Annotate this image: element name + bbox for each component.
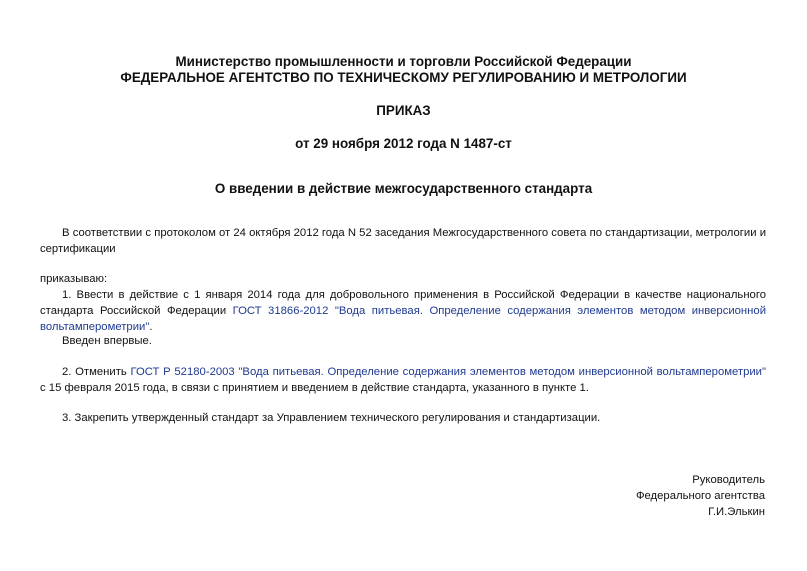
item-3-paragraph: 3. Закрепить утвержденный стандарт за Управлением технического регулирования и стандартизации. — [62, 412, 601, 424]
agency-title: ФЕДЕРАЛЬНОЕ АГЕНТСТВО ПО ТЕХНИЧЕСКОМУ РЕГУЛИРОВАНИЮ И МЕТРОЛОГИИ — [120, 70, 687, 85]
gost-31866-2012-link[interactable]: ГОСТ 31866-2012 "Вода питьевая. Определение содержания элементов методом инверсионной вольтамперометрии" — [40, 305, 767, 333]
ministry-title: Министерство промышленности и торговли Российской Федерации — [175, 54, 632, 69]
signature-position: Руководитель — [692, 474, 765, 486]
document-type: ПРИКАЗ — [376, 103, 431, 118]
item-1-text: 1. Ввести в действие с 1 января 2014 года для добровольного применения в Российской Федерации в качестве национального стандарта Российской Федерации — [40, 289, 766, 317]
item-2-text: 2. Отменить — [62, 366, 131, 378]
intro-paragraph: В соответствии с протоколом от 24 октября 2012 года N 52 заседания Межгосударственного совета по стандартизации, метрологии и сертификации — [40, 227, 766, 255]
order-word: приказываю: — [40, 273, 108, 285]
item-2-suffix: с 15 февраля 2015 года, в связи с принятием и введением в действие стандарта, указанного в пункте 1. — [40, 382, 589, 394]
signature-agency: Федерального агентства — [635, 490, 765, 502]
document-subject: О введении в действие межгосударственного стандарта — [214, 181, 593, 196]
signature-name: Г.И.Элькин — [708, 506, 765, 518]
gost-r-52180-2003-link[interactable]: ГОСТ Р 52180-2003 "Вода питьевая. Определение содержания элементов методом инверсионной вольтамперометрии" — [130, 366, 766, 378]
item-1-paragraph — [40, 287, 766, 335]
item-1-suffix: . — [149, 321, 153, 333]
document-date-number: от 29 ноября 2012 года N 1487-ст — [295, 136, 512, 151]
item-2-paragraph — [40, 364, 766, 396]
introduced-first-note: Введен впервые. — [62, 335, 152, 347]
